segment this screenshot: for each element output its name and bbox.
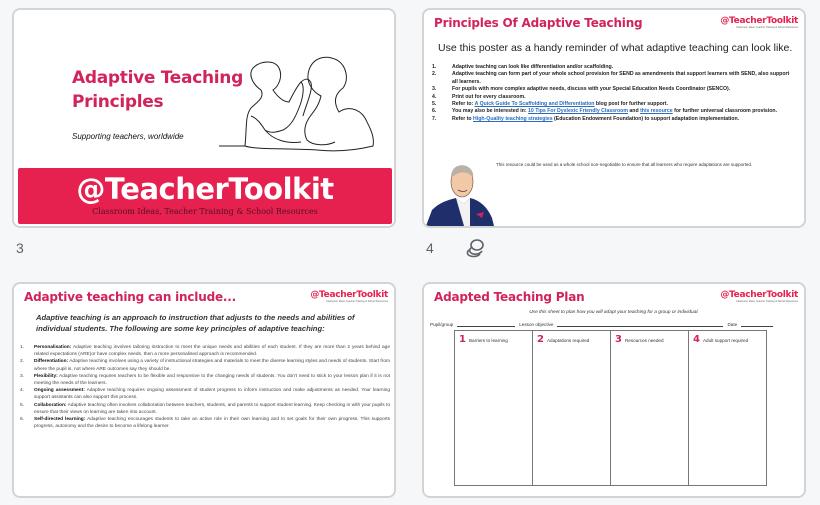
collaborators-icon[interactable] [464,238,486,258]
list-item: 6. Self-directed learning: Adaptive teaching encourages students to take an active role in their own learning and to set goals for their own progress. This supports progress, autonomy and the desire to become a lifelong learner. [20,417,390,430]
plan-table [454,330,767,486]
slide-title: Adapted Teaching Plan [434,290,585,304]
slide-title: Adaptive teaching can include... [24,290,236,304]
slide-subtitle: Supporting teachers, worldwide [72,132,184,141]
pupil-group-line [457,322,515,327]
tips-list [432,64,794,123]
brand-tagline: Classroom Ideas, Teacher Training & School Resources [92,207,318,216]
list-item: 2. Differentiation: Adaptive teaching involves using a variety of instructional strategies and materials to meet the diverse learning styles and needs of students. Start from where the pupil is, not where ARE outcomes say they should be. [20,359,390,372]
list-item: 7. Refer to High-Quality teaching strategies (Education Endowment Foundation) to support adaptation implementation. [432,115,740,122]
list-item: 4. Ongoing assessment: Adaptive teaching requires ongoing assessment of student progress to inform instruction and make adjustments as needed. Your learning support assistants can also support this process. [20,388,390,401]
slide-number-3: 3 [16,240,24,256]
plan-column: 4 Adult support required [693,334,749,345]
link-this-resource[interactable]: this resource [640,108,673,115]
list-item: 1. Adaptive teaching can look like differentiation and/or scaffolding. [432,64,614,70]
plan-fields [430,322,796,327]
plan-column: 2 Adaptations required [533,331,611,485]
pupil-group-label: Pupil/group [430,322,454,327]
slide-thumbnail-5[interactable] [12,282,396,498]
list-item: 3. Flexibility: Adaptive teaching requires teachers to be flexible and responsive to the changing needs of students. You don't need to stick to your lesson plan if it is not meeting the needs of the learners. [20,373,390,387]
intro-text: Adaptive teaching is an approach to instruction that adjusts to the needs and abilities of individual students. The following are some key principles of adaptive teaching: [36,313,355,333]
list-item: 5. Refer to: A Quick Guide To Scaffolding and Differentiation blog post for further support. [432,101,668,108]
plan-column: 1 Barriers to learning [455,331,533,485]
lesson-objective-line [557,322,723,327]
date-line [741,322,773,327]
slide-thumbnail-6[interactable] [422,282,806,498]
title-line-2: Principles [72,92,164,112]
link-dyslexic-tips[interactable]: 10 Tips For Dyslexic Friendly Classroom [528,108,628,115]
link-hq-teaching[interactable]: High-Quality teaching strategies [473,115,553,122]
brand-logo: @TeacherToolkit Classroom Ideas, Teacher Training & School Resources [720,290,798,303]
lead-text: Use this poster as a handy reminder of what adaptive teaching can look like. [438,42,793,54]
footnote: This resource could be used as a whole school non-negotiable to ensure that all learners who require adaptations are supported. [496,162,753,167]
date-label: Date [727,322,738,327]
instruction-text: Use this sheet to plan how you will adapt your teaching for a group or individual. [529,310,699,315]
slide-thumbnail-3[interactable] [12,8,396,228]
list-item: 5. Collaboration: Adaptive teaching often involves collaboration between teachers, students, and parents to support student learning. Keep checking in with your pupils to ensure that their views on learning are taken into account. [20,402,390,415]
slide-title: Principles Of Adaptive Teaching [434,16,643,30]
list-item: 2. Adaptive teaching can form part of your whole school provision for SEND as amendments that support learners with SEND, also support all learners. [432,71,790,85]
link-scaffolding-guide[interactable]: A Quick Guide To Scaffolding and Differentiation [474,101,595,108]
brand-logo: @TeacherToolkit Classroom Ideas, Teacher Training & School Resources [310,290,388,303]
slide-number-4: 4 [426,240,434,256]
brand-logo: @TeacherToolkit [76,172,334,206]
brand-logo: @TeacherToolkit Classroom Ideas, Teacher Training & School Resources [720,16,798,29]
brand-banner [18,168,392,224]
list-item: 3. For pupils with more complex adaptive needs, discuss with your Special Education Needs Coordinator (SENCO). [432,86,731,93]
line-drawing-high-five-icon [217,46,377,164]
list-item: 4. Print out for every classroom. [432,93,526,100]
lesson-objective-label: Lesson objective [519,322,554,327]
plan-column: 3 Resources needed [611,331,689,485]
title-line-1: Adaptive Teaching [72,68,243,88]
list-item: 6. You may also be interested in: 10 Tips For Dyslexic Friendly Classroom and this resource for further universal classroom provision. [432,108,778,115]
slide-thumbnail-4[interactable] [422,8,806,228]
list-item: 1. Personalisation: Adaptive teaching involves tailoring instruction to meet the unique needs and abilities of each student. If they are more than 2 years behind age related expectations (ARE)or have complex needs, then a more personalised approach is recommended. [20,345,390,358]
principles-list [20,344,390,430]
